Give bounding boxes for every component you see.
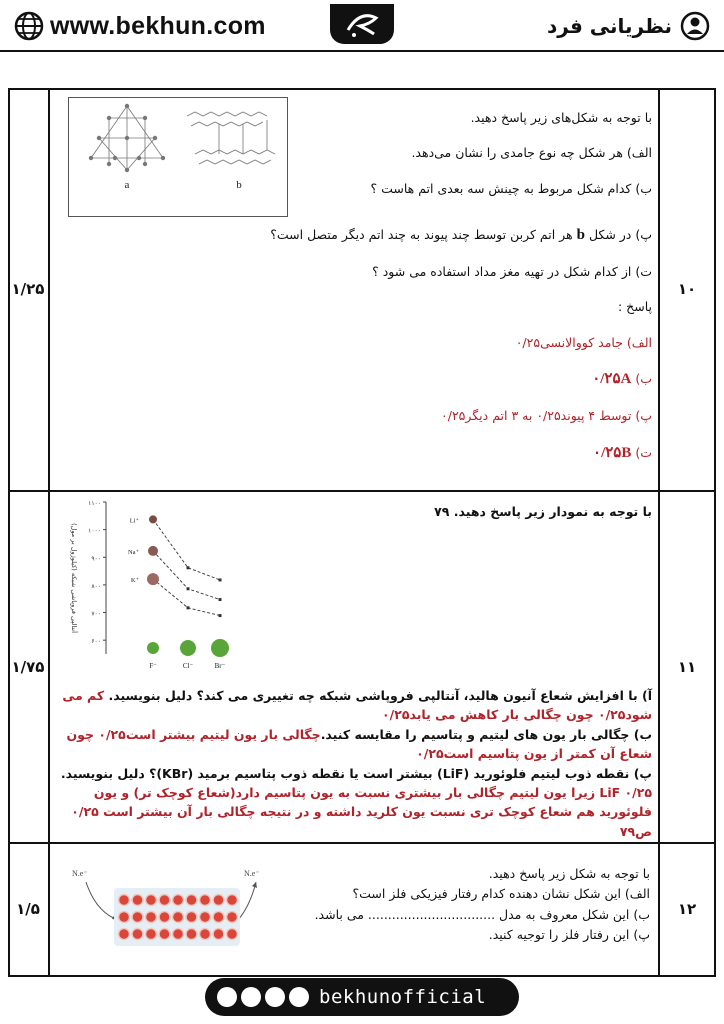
- metal-cation: [213, 929, 224, 940]
- metal-cation: [200, 929, 211, 940]
- anion-ball: [211, 639, 229, 657]
- x-category-label: F⁻: [149, 662, 157, 670]
- row-divider-2: [8, 842, 716, 844]
- question-number: ۱۲: [677, 900, 697, 918]
- question-number: ۱۱: [677, 658, 697, 676]
- series-label: Li⁺: [129, 517, 139, 525]
- question-line: ب) کدام شکل مربوط به چینش سه بعدی اتم هاست ؟: [370, 180, 652, 196]
- data-point: [187, 606, 190, 609]
- chat-icon[interactable]: [289, 987, 309, 1007]
- question-10-p: [240, 226, 652, 246]
- question-10-rest: [240, 264, 652, 463]
- figure-label-b: b: [236, 179, 242, 191]
- metal-cation: [146, 895, 157, 906]
- metal-cation: [173, 929, 184, 940]
- metal-cation: [159, 929, 170, 940]
- series-label: K⁺: [130, 577, 139, 585]
- question-12-text: [300, 864, 650, 945]
- data-point: [187, 587, 190, 590]
- question-11-parts: [56, 686, 652, 841]
- answer-line: پ) توسط ۴ پیوند۰/۲۵ به ۳ اتم دیگر۰/۲۵: [441, 408, 652, 424]
- page-title: [547, 6, 710, 46]
- question-part-c: پ) نقطه ذوب لیتیم فلوئورید (LiF) بیشتر است یا نقطه ذوب پتاسیم برمید (KBr)؟ دلیل بنویسید. ۰/۲۵ LiF زیرا یون لیتیم چگالی بار بیشتری نسبت به یون پتاسیم دارد(شعاع کوچک تر) و یون فلوئورید هم شعاع کوچک تری نسبت یون کلرید داشته و در نتیجه چگالی بار آن بیشتر است ۰/۲۵ ص۷۹: [60, 765, 652, 839]
- inline-letter: b: [576, 227, 585, 243]
- question-points: ۱/۲۵: [11, 280, 45, 298]
- question-points: ۱/۵: [16, 900, 40, 918]
- figure-label-a: a: [124, 179, 130, 191]
- answer-line: الف) جامد کووالانسی۰/۲۵: [515, 334, 652, 350]
- social-handle: bekhunofficial: [319, 986, 487, 1008]
- question-11-intro: با توجه به نمودار زیر پاسخ دهید. ۷۹: [434, 504, 652, 519]
- metal-cation: [213, 912, 224, 923]
- y-tick-label: ۶۰۰: [91, 638, 101, 646]
- question-number: ۱۰: [677, 280, 697, 298]
- question-line: پ) این رفتار فلز را توجیه کنید.: [488, 926, 650, 942]
- x-category-label: Cl⁻: [182, 662, 194, 670]
- table-border-bottom: [8, 975, 716, 977]
- question-line: الف) هر شکل چه نوع جامدی را نشان می‌دهد.: [411, 145, 652, 161]
- anion-ball: [147, 642, 159, 654]
- y-tick-label: ۱۱۰۰: [88, 500, 101, 507]
- metal-cation: [200, 912, 211, 923]
- series-line: [153, 519, 220, 580]
- question-line: هر اتم کربن توسط چند پیوند به چند اتم دیگر متصل است؟: [270, 227, 573, 242]
- series-label: Na⁺: [127, 548, 139, 556]
- social-footer[interactable]: [205, 978, 519, 1016]
- diamond-lattice-drawing: [89, 104, 165, 172]
- metal-cation: [119, 912, 130, 923]
- metal-cation: [159, 895, 170, 906]
- series-line: [153, 551, 220, 600]
- answer-line: ب) ۰/۲۵A: [592, 370, 652, 387]
- metal-cation: [200, 895, 211, 906]
- metal-cation: [119, 929, 130, 940]
- cation-ball: [147, 573, 159, 585]
- metal-cation: [146, 912, 157, 923]
- telegram-icon[interactable]: [265, 987, 285, 1007]
- instagram-icon[interactable]: [217, 987, 237, 1007]
- question-10-text: [248, 110, 652, 197]
- data-point: [219, 598, 222, 601]
- anion-ball: [180, 640, 196, 656]
- question-part-a: آ) با افزایش شعاع آنیون هالید، آنتالپی فروپاشی شبکه چه تغییری می کند؟ دلیل بنویسید. کم می شود۰/۲۵ چون چگالی بار کاهش می یابد۰/۲۵: [62, 688, 652, 723]
- series-line: [153, 579, 220, 615]
- metal-cation: [132, 912, 143, 923]
- header-divider: [0, 50, 724, 52]
- page-title-text: نظریانی فرد: [547, 14, 672, 38]
- table-border-top: [8, 88, 716, 90]
- metal-cation: [227, 929, 238, 940]
- metal-cation: [186, 929, 197, 940]
- metal-cation: [159, 912, 170, 923]
- question-line: الف) این شکل نشان دهنده کدام رفتار فیزیکی فلز است؟: [352, 886, 650, 902]
- metal-cation: [146, 929, 157, 940]
- question-part-b: ب) چگالی بار یون های لیتیم و پتاسیم را مقایسه کنید.چگالی بار یون لیتیم بیشتر است۰/۲۵ چون شعاع آن کمتر از یون پتاسیم است۰/۲۵: [66, 726, 652, 762]
- metal-cation: [173, 912, 184, 923]
- metal-cation: [132, 895, 143, 906]
- answer-label: پاسخ :: [617, 299, 652, 315]
- data-point: [187, 566, 190, 569]
- cation-ball: [149, 515, 157, 523]
- lattice-enthalpy-chart: [58, 494, 248, 674]
- data-point: [219, 614, 222, 617]
- bekhun-logo: [330, 4, 394, 44]
- y-tick-label: ۸۰۰: [91, 582, 101, 590]
- y-tick-label: ۷۰۰: [91, 610, 101, 618]
- electron-label: N.e⁻: [244, 869, 260, 878]
- metal-cation: [173, 895, 184, 906]
- electron-label: N.e⁻: [72, 869, 88, 878]
- question-line: ب) این شکل معروف به مدل ................................ می باشد.: [314, 906, 650, 922]
- globe-icon: [14, 11, 44, 41]
- cation-ball: [148, 546, 158, 556]
- youtube-icon[interactable]: [241, 987, 261, 1007]
- metal-cation: [186, 895, 197, 906]
- y-tick-label: ۹۰۰: [91, 555, 101, 563]
- question-line: با توجه به شکل زیر پاسخ دهید.: [488, 866, 650, 881]
- y-tick-label: ۱۰۰۰: [88, 527, 101, 535]
- site-url[interactable]: [14, 6, 266, 46]
- user-icon: [680, 11, 710, 41]
- electron-sea-figure: [66, 862, 288, 954]
- data-point: [219, 578, 222, 581]
- metal-cation: [213, 895, 224, 906]
- metal-cation: [186, 912, 197, 923]
- metal-cation: [227, 912, 238, 923]
- question-points: ۱/۷۵: [11, 658, 45, 676]
- x-category-label: Br⁻: [214, 662, 226, 670]
- question-line: ت) از کدام شکل در تهیه مغز مداد استفاده می شود ؟: [372, 264, 652, 279]
- question-line: با توجه به شکل‌های زیر پاسخ دهید.: [470, 110, 652, 125]
- answer-line: ت) ۰/۲۵B: [593, 444, 652, 461]
- metal-cation: [227, 895, 238, 906]
- row-divider-1: [8, 490, 716, 492]
- site-url-text: www.bekhun.com: [50, 11, 266, 40]
- metal-cation: [119, 895, 130, 906]
- metal-cation: [132, 929, 143, 940]
- question-line: پ) در شکل: [588, 227, 652, 242]
- y-axis-label: آنتالپی فروپاشی شبکه (کیلوژول بر مول): [70, 523, 78, 633]
